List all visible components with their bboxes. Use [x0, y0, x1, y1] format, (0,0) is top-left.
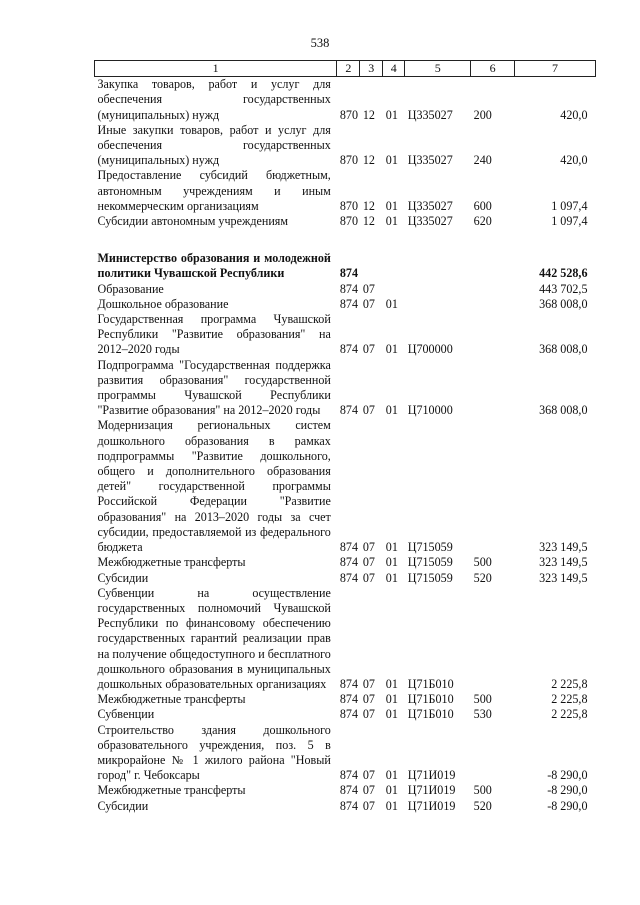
- table-row: [95, 571, 596, 586]
- target-article-code: Ц71И019: [407, 783, 456, 798]
- table-row: [95, 214, 596, 229]
- amount: -8 290,0: [547, 783, 588, 798]
- item-name: Субсидии: [97, 570, 149, 585]
- target-article-code: [405, 297, 471, 312]
- item-name: Субсидии: [97, 798, 149, 813]
- section-code: 12: [362, 214, 375, 229]
- target-article-code: Ц335027: [407, 198, 453, 213]
- amount: 368 008,0: [539, 342, 588, 357]
- expense-type-code: 520: [473, 570, 492, 585]
- item-name: Межбюджетные трансферты: [97, 783, 246, 798]
- subsection-code: 01: [385, 214, 398, 229]
- column-header: 2: [337, 61, 360, 77]
- expense-type-code: [471, 586, 515, 692]
- table-row: [95, 282, 596, 297]
- item-name: Субсидии автономным учреждениям: [97, 214, 289, 229]
- expense-type-code: 500: [473, 692, 492, 707]
- ministry-code: 874: [339, 403, 358, 418]
- ministry-code: 870: [339, 107, 358, 122]
- ministry-code: 870: [339, 214, 358, 229]
- item-name: Модернизация региональных систем дошкольного образования в рамках подпрограммы "Развитие дошкольного, общего и дополнительного образования детей" государственной программы Российской Федерации "Развитие образования" на 2013–2020 годы за счет субсидии, предоставляемой из федерального бюджета: [97, 418, 331, 555]
- amount: 420,0: [560, 107, 588, 122]
- target-article-code: Ц335027: [407, 107, 453, 122]
- item-name: Подпрограмма "Государственная поддержка развития образования" государственной программы Чувашской Республики "Развитие образования" на 2012–2020 годы: [97, 357, 331, 418]
- expense-type-code: 520: [473, 798, 492, 813]
- table-row: [95, 799, 596, 814]
- ministry-code: 870: [339, 153, 358, 168]
- amount: 2 225,8: [551, 692, 588, 707]
- section-code: 07: [362, 707, 375, 722]
- amount: 1 097,4: [551, 214, 588, 229]
- item-name: Иные закупки товаров, работ и услуг для обеспечения государственных (муниципальных) нужд: [97, 122, 331, 168]
- item-name: Строительство здания дошкольного образовательного учреждения, поз. 5 в микрорайоне № 1 жилого района "Новый город" г. Чебоксары: [97, 722, 331, 783]
- subsection-code: 01: [385, 555, 398, 570]
- expense-type-code: 500: [473, 555, 492, 570]
- subsection-code: 01: [385, 403, 398, 418]
- ministry-code: 874: [339, 783, 358, 798]
- amount: 368 008,0: [539, 403, 588, 418]
- amount: 368 008,0: [539, 296, 588, 311]
- section-code: 07: [362, 676, 375, 691]
- spacer-cell: [95, 229, 596, 251]
- item-name: Предоставление субсидий бюджетным, автономным учреждениям и иным некоммерческим организациям: [97, 168, 331, 213]
- ministry-code: 874: [339, 555, 358, 570]
- expense-type-code: [471, 358, 515, 419]
- subsection-code: 01: [385, 798, 398, 813]
- target-article-code: Ц335027: [407, 153, 453, 168]
- target-article-code: Ц715059: [407, 570, 453, 585]
- subsection-code: 01: [385, 296, 398, 311]
- expense-type-code: 530: [473, 707, 492, 722]
- target-article-code: Ц715059: [407, 540, 453, 555]
- spacer-row: [95, 229, 596, 251]
- table-header-row: [95, 61, 596, 77]
- budget-table: [94, 60, 596, 814]
- section-code: 12: [362, 107, 375, 122]
- table-row: [95, 723, 596, 784]
- table-row: [95, 586, 596, 692]
- subsection-code: [383, 282, 405, 297]
- target-article-code: Ц335027: [407, 214, 453, 229]
- target-article-code: Ц710000: [407, 403, 453, 418]
- table-row: [95, 168, 596, 214]
- ministry-code: 874: [339, 570, 358, 585]
- column-header: 6: [471, 61, 515, 77]
- item-name: Министерство образования и молодежной политики Чувашской Республики: [97, 251, 331, 281]
- subsection-code: 01: [385, 783, 398, 798]
- section-code: 07: [362, 403, 375, 418]
- table-row: [95, 418, 596, 555]
- column-header: 7: [515, 61, 596, 77]
- section-code: 07: [362, 570, 375, 585]
- target-article-code: Ц71Б010: [407, 676, 454, 691]
- amount: 443 702,5: [539, 281, 588, 296]
- amount: 442 528,6: [539, 266, 588, 281]
- amount: 323 149,5: [539, 570, 588, 585]
- target-article-code: Ц71И019: [407, 768, 456, 783]
- table-body: [95, 77, 596, 814]
- amount: 323 149,5: [539, 555, 588, 570]
- item-name: Межбюджетные трансферты: [97, 555, 246, 570]
- item-name: Государственная программа Чувашской Республики "Развитие образования" на 2012–2020 годы: [97, 312, 331, 357]
- target-article-code: [405, 251, 471, 281]
- page-number: 538: [310, 36, 330, 50]
- target-article-code: [405, 282, 471, 297]
- amount: 2 225,8: [551, 707, 588, 722]
- expense-type-code: 620: [473, 214, 492, 229]
- target-article-code: Ц715059: [407, 555, 453, 570]
- subsection-code: [383, 251, 405, 281]
- ministry-code: 874: [339, 768, 358, 783]
- amount: 2 225,8: [551, 676, 588, 691]
- expense-type-code: [471, 297, 515, 312]
- section-code: 07: [362, 342, 375, 357]
- subsection-code: 01: [385, 540, 398, 555]
- section-code: 12: [362, 153, 375, 168]
- target-article-code: Ц71Б010: [407, 707, 454, 722]
- ministry-code: 874: [339, 707, 358, 722]
- column-header: 5: [405, 61, 471, 77]
- expense-type-code: 240: [473, 153, 492, 168]
- subsection-code: 01: [385, 198, 398, 213]
- ministry-code: 874: [339, 798, 358, 813]
- expense-type-code: [471, 251, 515, 281]
- expense-type-code: 200: [473, 107, 492, 122]
- table-row: [95, 123, 596, 169]
- section-code: 07: [362, 692, 375, 707]
- table-row: [95, 783, 596, 798]
- subsection-code: 01: [385, 676, 398, 691]
- table-row: [95, 312, 596, 358]
- subsection-code: 01: [385, 342, 398, 357]
- expense-type-code: [471, 282, 515, 297]
- expense-type-code: 600: [473, 198, 492, 213]
- section-code: 07: [362, 798, 375, 813]
- subsection-code: 01: [385, 570, 398, 585]
- column-header: 1: [95, 61, 337, 77]
- section-code: 07: [362, 540, 375, 555]
- item-name: Закупка товаров, работ и услуг для обеспечения государственных (муниципальных) нужд: [97, 77, 331, 122]
- column-header: 3: [360, 61, 383, 77]
- ministry-code: 870: [339, 198, 358, 213]
- table-row: [95, 251, 596, 281]
- ministry-code: 874: [339, 296, 358, 311]
- target-article-code: Ц71И019: [407, 798, 456, 813]
- target-article-code: Ц700000: [407, 342, 453, 357]
- subsection-code: 01: [385, 707, 398, 722]
- expense-type-code: 500: [473, 783, 492, 798]
- section-code: 07: [362, 281, 375, 296]
- section-code: 07: [362, 555, 375, 570]
- section-code: 07: [362, 296, 375, 311]
- amount: 323 149,5: [539, 540, 588, 555]
- section-code: 07: [362, 783, 375, 798]
- section-code: 07: [362, 768, 375, 783]
- ministry-code: 874: [339, 692, 358, 707]
- column-header: 4: [383, 61, 405, 77]
- table-row: [95, 77, 596, 123]
- amount: -8 290,0: [547, 768, 588, 783]
- target-article-code: Ц71Б010: [407, 692, 454, 707]
- expense-type-code: [471, 723, 515, 784]
- item-name: Межбюджетные трансферты: [97, 692, 246, 707]
- table-row: [95, 555, 596, 570]
- section-code: 12: [362, 198, 375, 213]
- item-name: Образование: [97, 281, 164, 296]
- item-name: Дошкольное образование: [97, 296, 229, 311]
- expense-type-code: [471, 418, 515, 555]
- ministry-code: 874: [339, 266, 358, 281]
- table-row: [95, 707, 596, 722]
- ministry-code: 874: [339, 540, 358, 555]
- subsection-code: 01: [385, 153, 398, 168]
- ministry-code: 874: [339, 676, 358, 691]
- item-name: Субвенции на осуществление государственных полномочий Чувашской Республики по финансовому обеспечению государственных гарантий реализации прав на получение общедоступного и бесплатного дошкольного образования в муниципальных дошкольных образовательных организациях: [97, 585, 331, 691]
- amount: 420,0: [560, 153, 588, 168]
- subsection-code: 01: [385, 768, 398, 783]
- ministry-code: 874: [339, 342, 358, 357]
- ministry-code: 874: [339, 281, 358, 296]
- section-code: [360, 251, 383, 281]
- amount: -8 290,0: [547, 798, 588, 813]
- table-row: [95, 358, 596, 419]
- amount: 1 097,4: [551, 198, 588, 213]
- expense-type-code: [471, 312, 515, 358]
- table-row: [95, 692, 596, 707]
- item-name: Субвенции: [97, 707, 155, 722]
- subsection-code: 01: [385, 692, 398, 707]
- subsection-code: 01: [385, 107, 398, 122]
- table-row: [95, 297, 596, 312]
